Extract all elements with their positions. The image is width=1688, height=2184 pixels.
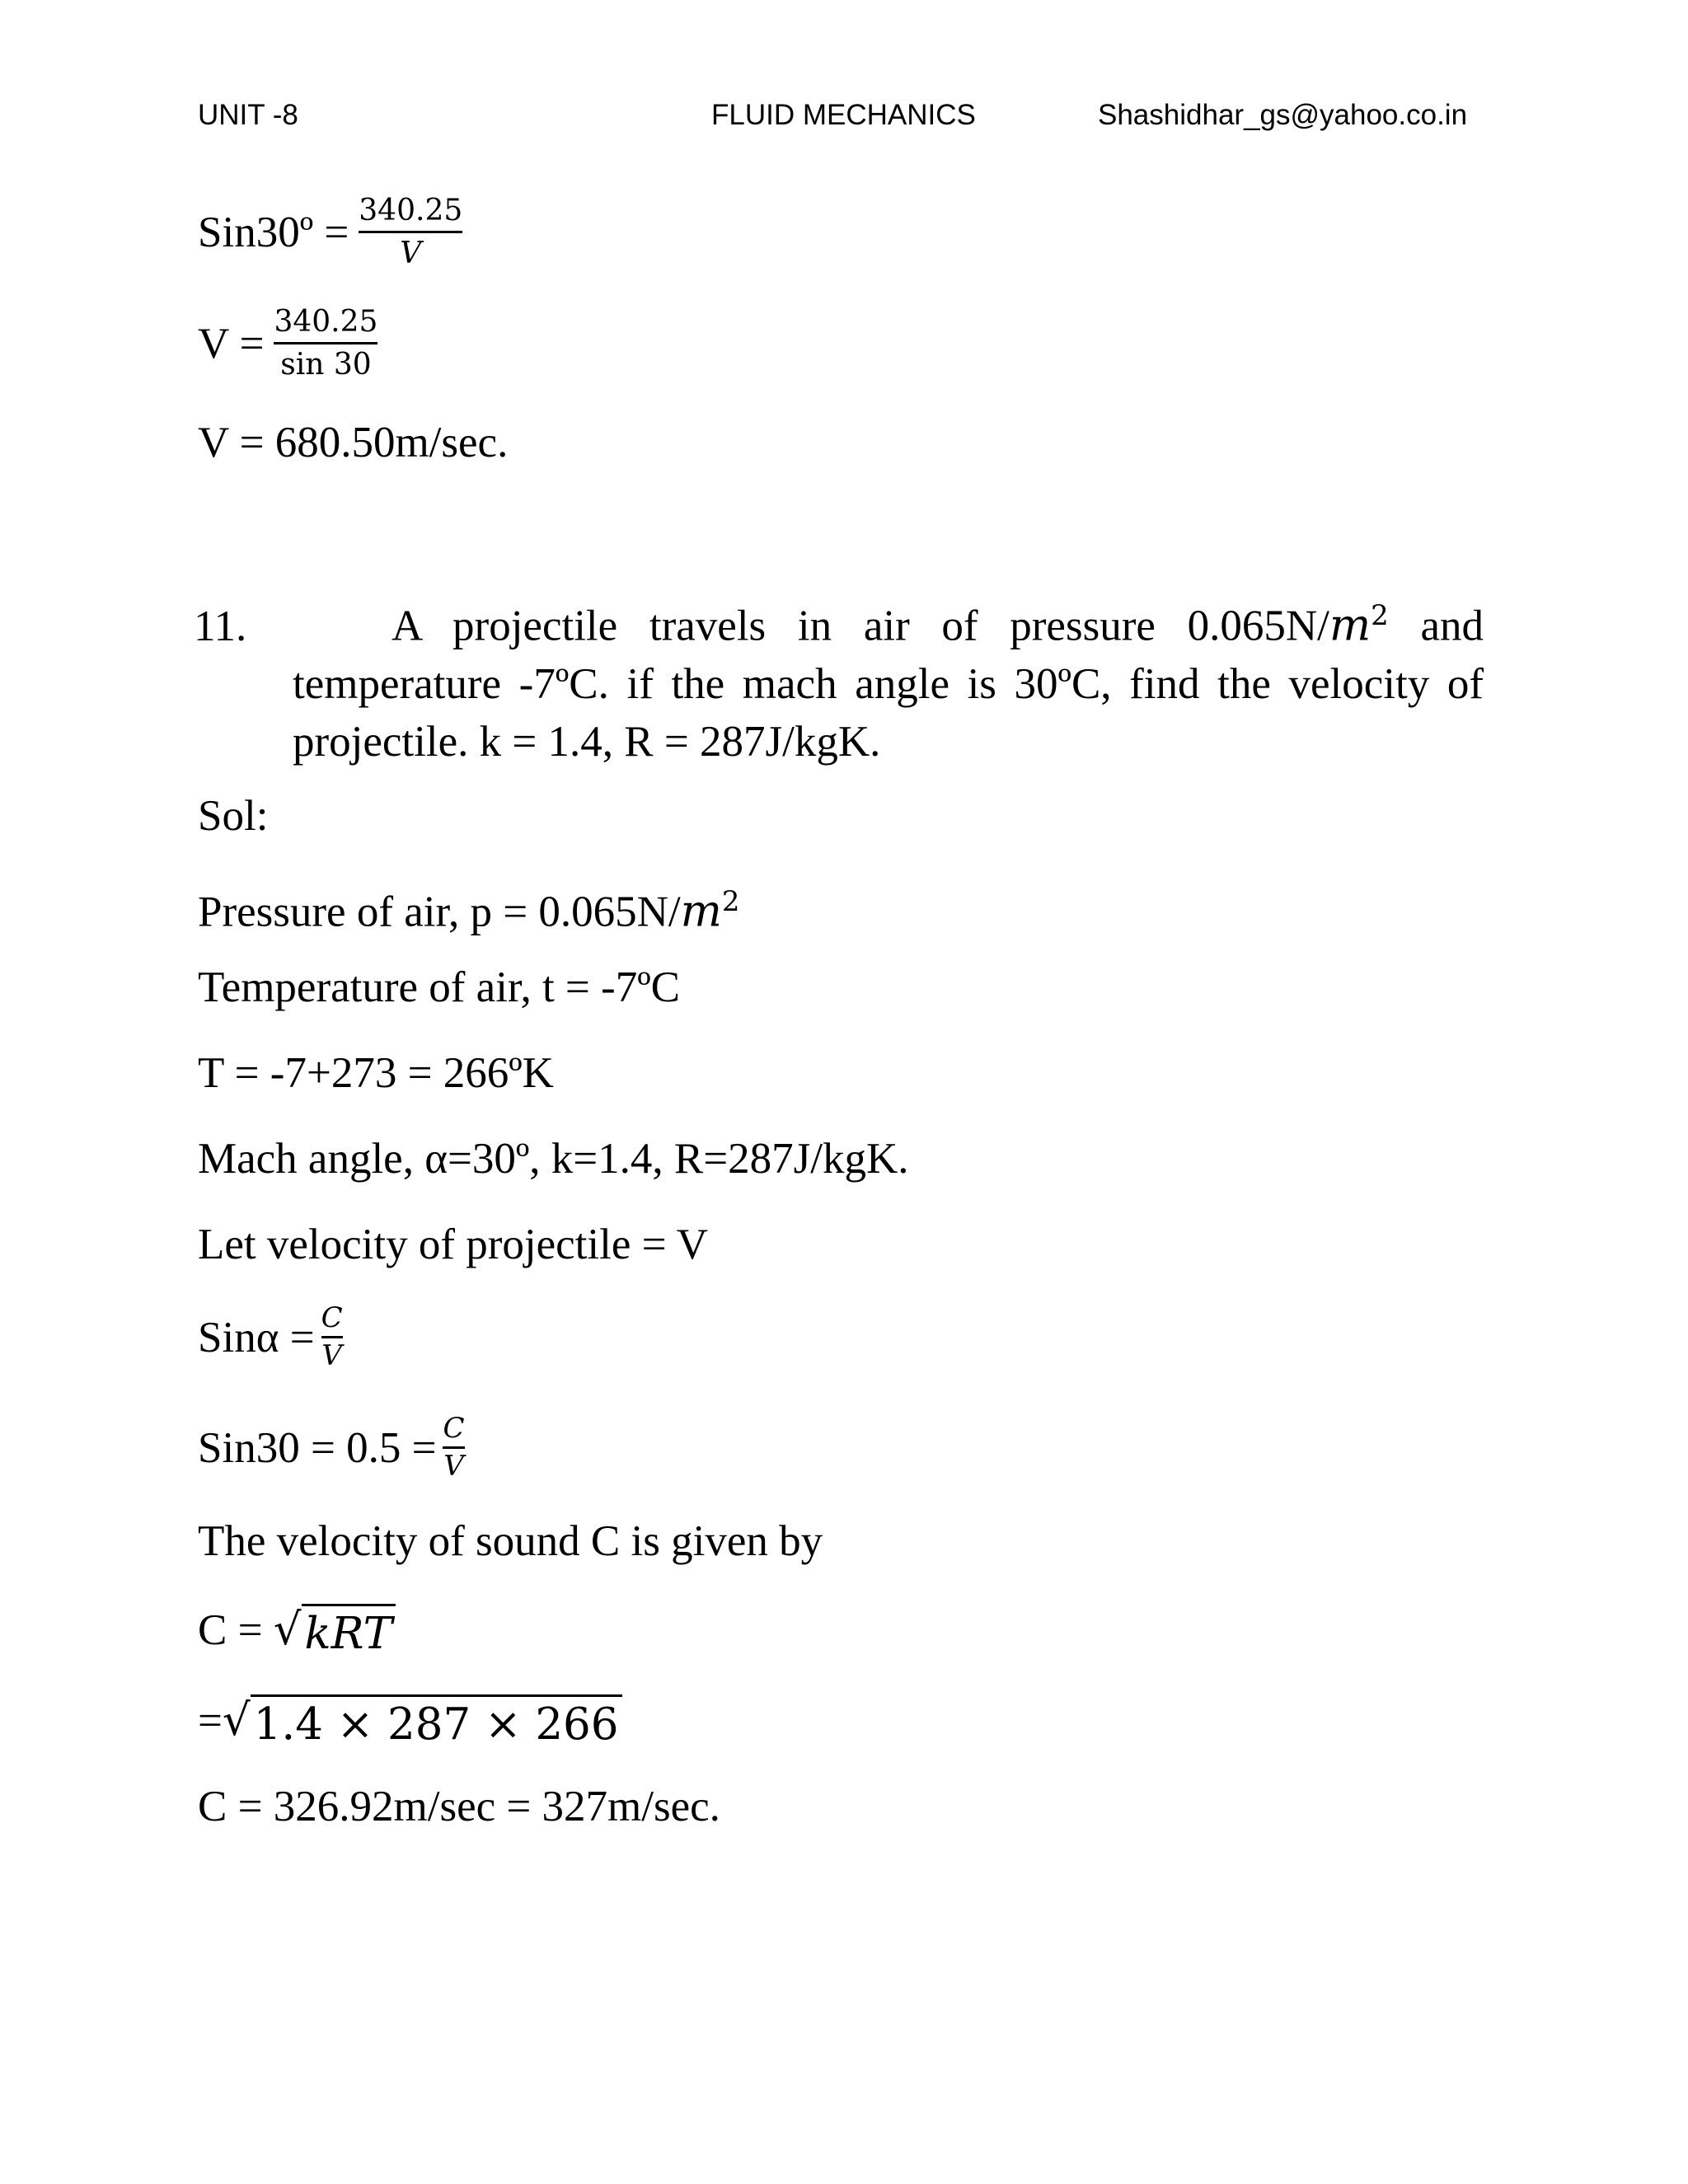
fraction — [321, 1302, 343, 1372]
mach-angle-line: Mach angle, α=30º, k=1.4, R=287J/kgK. — [198, 1135, 909, 1183]
sound-intro-line: The velocity of sound C is given by — [198, 1517, 823, 1565]
eq-lhs: V = — [198, 319, 265, 368]
fraction-numerator: 340.25 — [359, 194, 463, 227]
fraction-denominator: V — [321, 1339, 342, 1373]
fraction-denominator: V — [443, 1450, 464, 1483]
eq-lhs: Sinα = — [198, 1313, 315, 1361]
radical-sign: √ — [273, 1605, 302, 1655]
fraction-bar — [359, 231, 462, 233]
radicand: 1.4 × 287 × 266 — [251, 1694, 622, 1751]
header-unit: UNIT -8 — [198, 99, 298, 131]
eq-lhs: C = — [198, 1606, 263, 1654]
fraction-numerator: C — [321, 1301, 343, 1334]
square-root — [223, 1694, 622, 1751]
eq-c-sqrt — [198, 1604, 396, 1661]
eq-lhs: Sin30 = 0.5 = — [198, 1423, 437, 1472]
let-velocity-line: Let velocity of projectile = V — [198, 1221, 709, 1268]
fraction — [359, 194, 462, 271]
fraction-bar — [443, 1446, 464, 1449]
fraction-denominator: V — [400, 237, 422, 271]
question-line-2: temperature -7ºC. if the mach angle is 30ºC, find the velocity of — [293, 659, 1484, 708]
eq-lhs: = — [198, 1697, 223, 1745]
pressure-line: Pressure of air, $p = 0.065N/m^2$ — [198, 885, 740, 937]
temperature-line: Temperature of air, t = -7ºC — [198, 963, 680, 1011]
eq-v-ratio — [198, 305, 377, 382]
header-title: FLUID MECHANICS — [711, 99, 976, 131]
c-result-line: C = 326.92m/sec = 327m/sec. — [198, 1783, 720, 1830]
fraction-denominator: sin 30 — [280, 348, 372, 382]
fraction-bar — [321, 1336, 343, 1338]
eq-v-result: V = 680.50m/sec. — [198, 419, 509, 466]
eq-sin30-v — [198, 194, 462, 271]
eq-c-numeric — [198, 1694, 622, 1751]
eq-sin30-half — [198, 1413, 465, 1483]
sol-label: Sol: — [198, 792, 269, 840]
question-11 — [194, 587, 1484, 771]
question-line-1: 11. A projectile travels in air of pressure $0.065N/m^2$ and — [243, 587, 1484, 655]
fraction — [274, 305, 377, 382]
square-root — [274, 1604, 396, 1661]
question-number: 11. — [194, 602, 247, 650]
radicand: kRT — [302, 1604, 396, 1661]
fraction-numerator: 340.25 — [274, 305, 378, 339]
header-email: Shashidhar_gs@yahoo.co.in — [1098, 99, 1468, 131]
fraction-numerator: C — [443, 1412, 465, 1445]
fraction-bar — [274, 342, 377, 344]
eq-lhs: Sin30º = — [198, 208, 349, 256]
question-line-3: projectile. k = 1.4, R = 287J/kgK. — [293, 717, 881, 766]
radical-sign: √ — [222, 1695, 251, 1746]
absolute-temp-line: T = -7+273 = 266ºK — [198, 1049, 554, 1097]
fraction — [443, 1413, 464, 1483]
eq-sin-alpha — [198, 1302, 343, 1372]
